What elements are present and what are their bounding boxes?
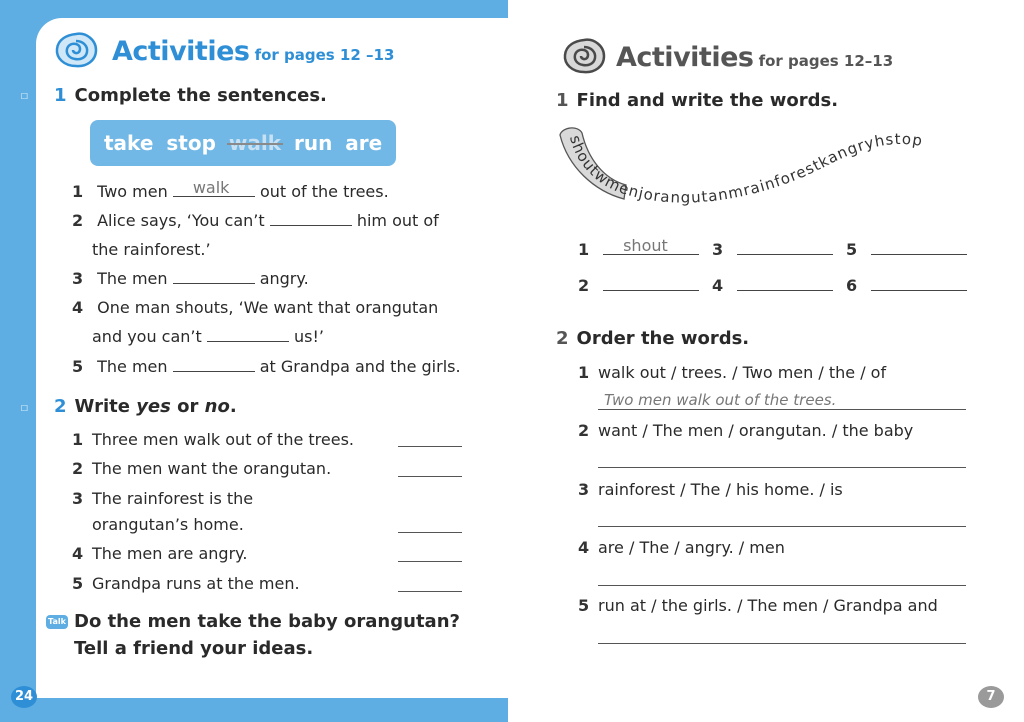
order-item-1: 1 walk out / trees. / Two men / the / of [578,363,887,382]
activities-title: Activities [112,36,250,67]
answer-line[interactable] [598,643,966,644]
page-number: 24 [11,686,37,708]
ex2-item-2: 2 The men want the orangutan. [72,459,332,478]
find-item-2: 2 [578,276,699,295]
exercise-instruction: Complete the sentences. [74,85,327,106]
answer-line[interactable] [398,446,462,447]
page-header [616,42,893,73]
exercise-1-heading: 1 Find and write the words. [556,90,839,111]
answer-blank[interactable] [173,178,255,197]
activities-subtitle: for pages 12–13 [758,52,894,70]
right-page [508,0,1024,722]
word-snake [558,125,998,225]
talk-line-1: Do the men take the baby orangutan? [74,611,460,632]
exercise-2-heading: 2 Order the words. [556,328,750,349]
ex1-item-2-cont: the rainforest.’ [92,240,211,259]
ex1-item-2: 2 Alice says, ‘You can’t him out of [72,211,439,230]
answer-blank[interactable] [173,357,255,372]
word-snake-letters: shoutwmenjorangutanmrainforestkangryhstop [566,129,925,207]
word-take: take [104,131,154,155]
exercise-2-heading: 2 Write yes or no. [54,396,237,417]
answer-blank[interactable] [173,269,255,284]
find-item-1: 1 shout [578,240,699,259]
answer-line[interactable] [398,591,462,592]
ex2-item-1: 1 Three men walk out of the trees. [72,430,355,449]
handwritten-answer: Two men walk out of the trees. [604,391,837,409]
handwritten-answer: walk [192,178,230,197]
word-are: are [345,131,383,155]
order-item-5: 5 run at / the girls. / The men / Grandpa and [578,596,938,615]
spiral-shell-icon [560,36,608,76]
find-item-5: 5 [846,240,967,259]
activities-title: Activities [616,42,754,73]
answer-line[interactable] [398,476,462,477]
order-item-2: 2 want / The men / orangutan. / the baby [578,421,914,440]
ex1-item-4: 4 One man shouts, ‘We want that orangutan [72,298,439,317]
word-run: run [293,131,333,155]
find-item-4: 4 [712,276,833,295]
find-item-3: 3 [712,240,833,259]
page-number: 7 [978,686,1004,708]
ex1-item-1: 1 Two men walk out of the trees. [72,178,389,201]
ex2-item-3: 3 The rainforest is the [72,489,254,508]
answer-line[interactable] [598,585,966,586]
talk-line-2: Tell a friend your ideas. [74,638,314,659]
answer-blank[interactable] [603,276,699,291]
handwritten-answer: shout [623,236,668,255]
answer-blank[interactable] [871,240,967,255]
find-item-6: 6 [846,276,967,295]
answer-line[interactable] [598,409,966,410]
ex2-item-3-cont: orangutan’s home. [92,515,244,534]
left-page [0,0,508,722]
answer-blank[interactable] [270,211,352,226]
answer-blank[interactable] [871,276,967,291]
badge-icon: ☐ [18,403,31,414]
word-stop: stop [166,131,216,155]
ex2-item-5: 5 Grandpa runs at the men. [72,574,300,593]
answer-blank[interactable] [737,276,833,291]
word-walk-crossed: walk [228,131,281,155]
word-box [90,120,396,166]
answer-blank[interactable] [207,327,289,342]
order-item-3: 3 rainforest / The / his home. / is [578,480,843,499]
spiral-shell-icon [52,30,100,70]
ex1-item-5: 5 The men at Grandpa and the girls. [72,357,461,376]
answer-line[interactable] [598,467,966,468]
talk-icon: Talk [46,615,68,629]
answer-line[interactable] [398,532,462,533]
order-item-4: 4 are / The / angry. / men [578,538,785,557]
badge-icon: ☐ [18,91,31,102]
activities-subtitle: for pages 12 –13 [254,46,395,64]
answer-blank[interactable] [737,240,833,255]
ex1-item-4-cont: and you can’t us!’ [92,327,324,346]
ex1-item-3: 3 The men angry. [72,269,309,288]
exercise-1-heading [54,85,327,106]
ex2-item-4: 4 The men are angry. [72,544,248,563]
exercise-number: 1 [54,85,67,106]
answer-line[interactable] [598,526,966,527]
answer-line[interactable] [398,561,462,562]
page-header [112,36,394,67]
